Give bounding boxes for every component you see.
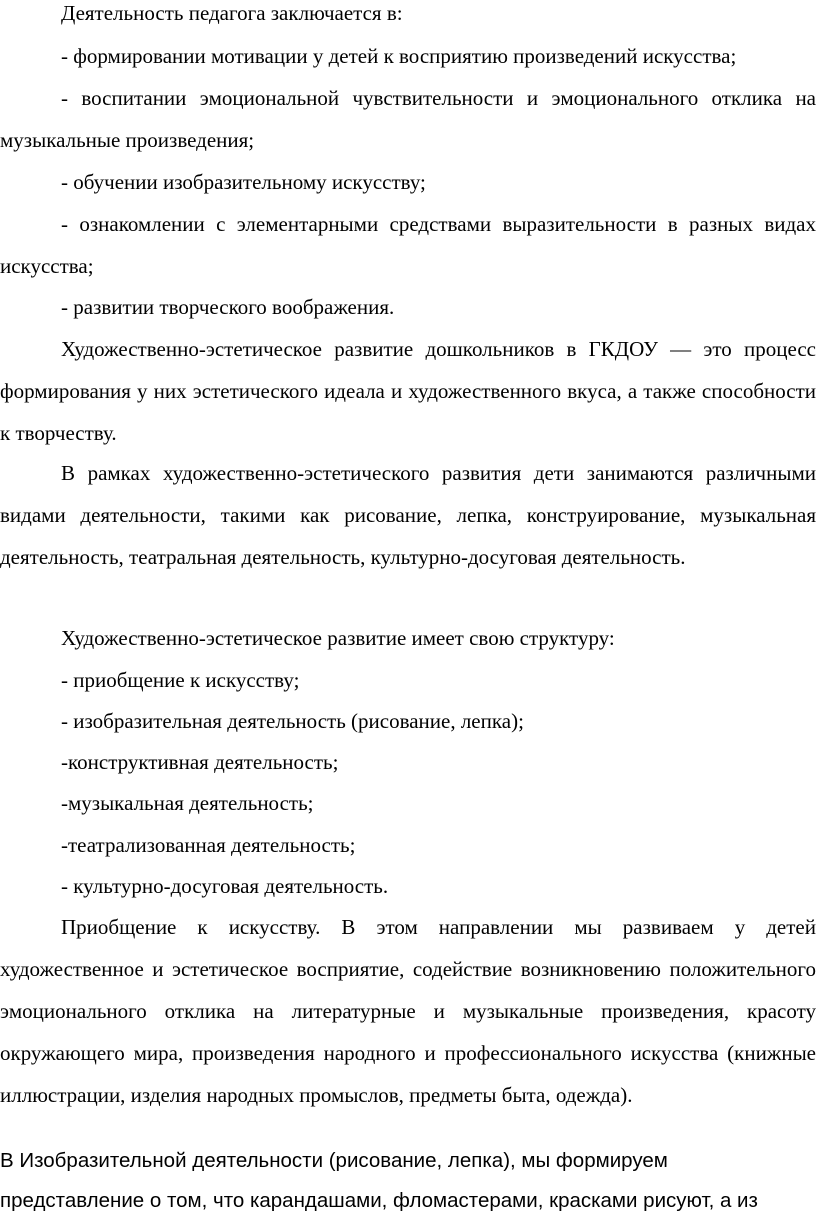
paragraph-activities: В рамках художественно-эстетического развития дети занимаются различными видами деятельности, такими как рисование, лепка, конструирование, музыкальная деятельность, театральная деятельность, культурно-досуговая деятельность. [0, 461, 816, 569]
structure-item-theatrical: -театрализованная деятельность; [61, 833, 356, 857]
list-item-art-teaching: - обучении изобразительному искусству; [61, 170, 426, 194]
list-item-emotional: - воспитании эмоциональной чувствительности и эмоционального отклика на музыкальные произведения; [0, 86, 816, 152]
structure-item-leisure: - культурно-досуговая деятельность. [61, 874, 389, 898]
paragraph-intro: Деятельность педагога заключается в: [61, 1, 403, 25]
structure-item-constructive: -конструктивная деятельность; [61, 750, 339, 774]
list-item-imagination: - развитии творческого воображения. [61, 295, 395, 319]
list-item-motivation: - формировании мотивации у детей к восприятию произведений искусства; [61, 44, 737, 68]
paragraph-definition: Художественно-эстетическое развитие дошкольников в ГКДОУ — это процесс формирования у них эстетического идеала и художественного вкуса, а также способности к творчеству. [0, 337, 816, 445]
paragraph-art-introduction: Приобщение к искусству. В этом направлении мы развиваем у детей художественное и эстетическое восприятие, содействие возникновению положительного эмоционального отклика на литературные и музыкальные произведения, красоту окружающего мира, произведения народного и профессионального искусства (книжные иллюстрации, изделия народных промыслов, предметы быта, одежда). [0, 915, 816, 1107]
list-item-expressive-means: - ознакомлении с элементарными средствами выразительности в разных видах искусства; [0, 212, 816, 278]
paragraph-visual-activity: В Изобразительной деятельности (рисование, лепка), мы формируем представление о том, что карандашами, фломастерами, красками рисуют, а из [0, 1149, 758, 1212]
paragraph-structure-heading: Художественно-эстетическое развитие имеет свою структуру: [61, 626, 615, 650]
structure-item-visual: - изобразительная деятельность (рисование, лепка); [61, 709, 524, 733]
structure-item-art: - приобщение к искусству; [61, 668, 300, 692]
structure-item-musical: -музыкальная деятельность; [61, 791, 314, 815]
